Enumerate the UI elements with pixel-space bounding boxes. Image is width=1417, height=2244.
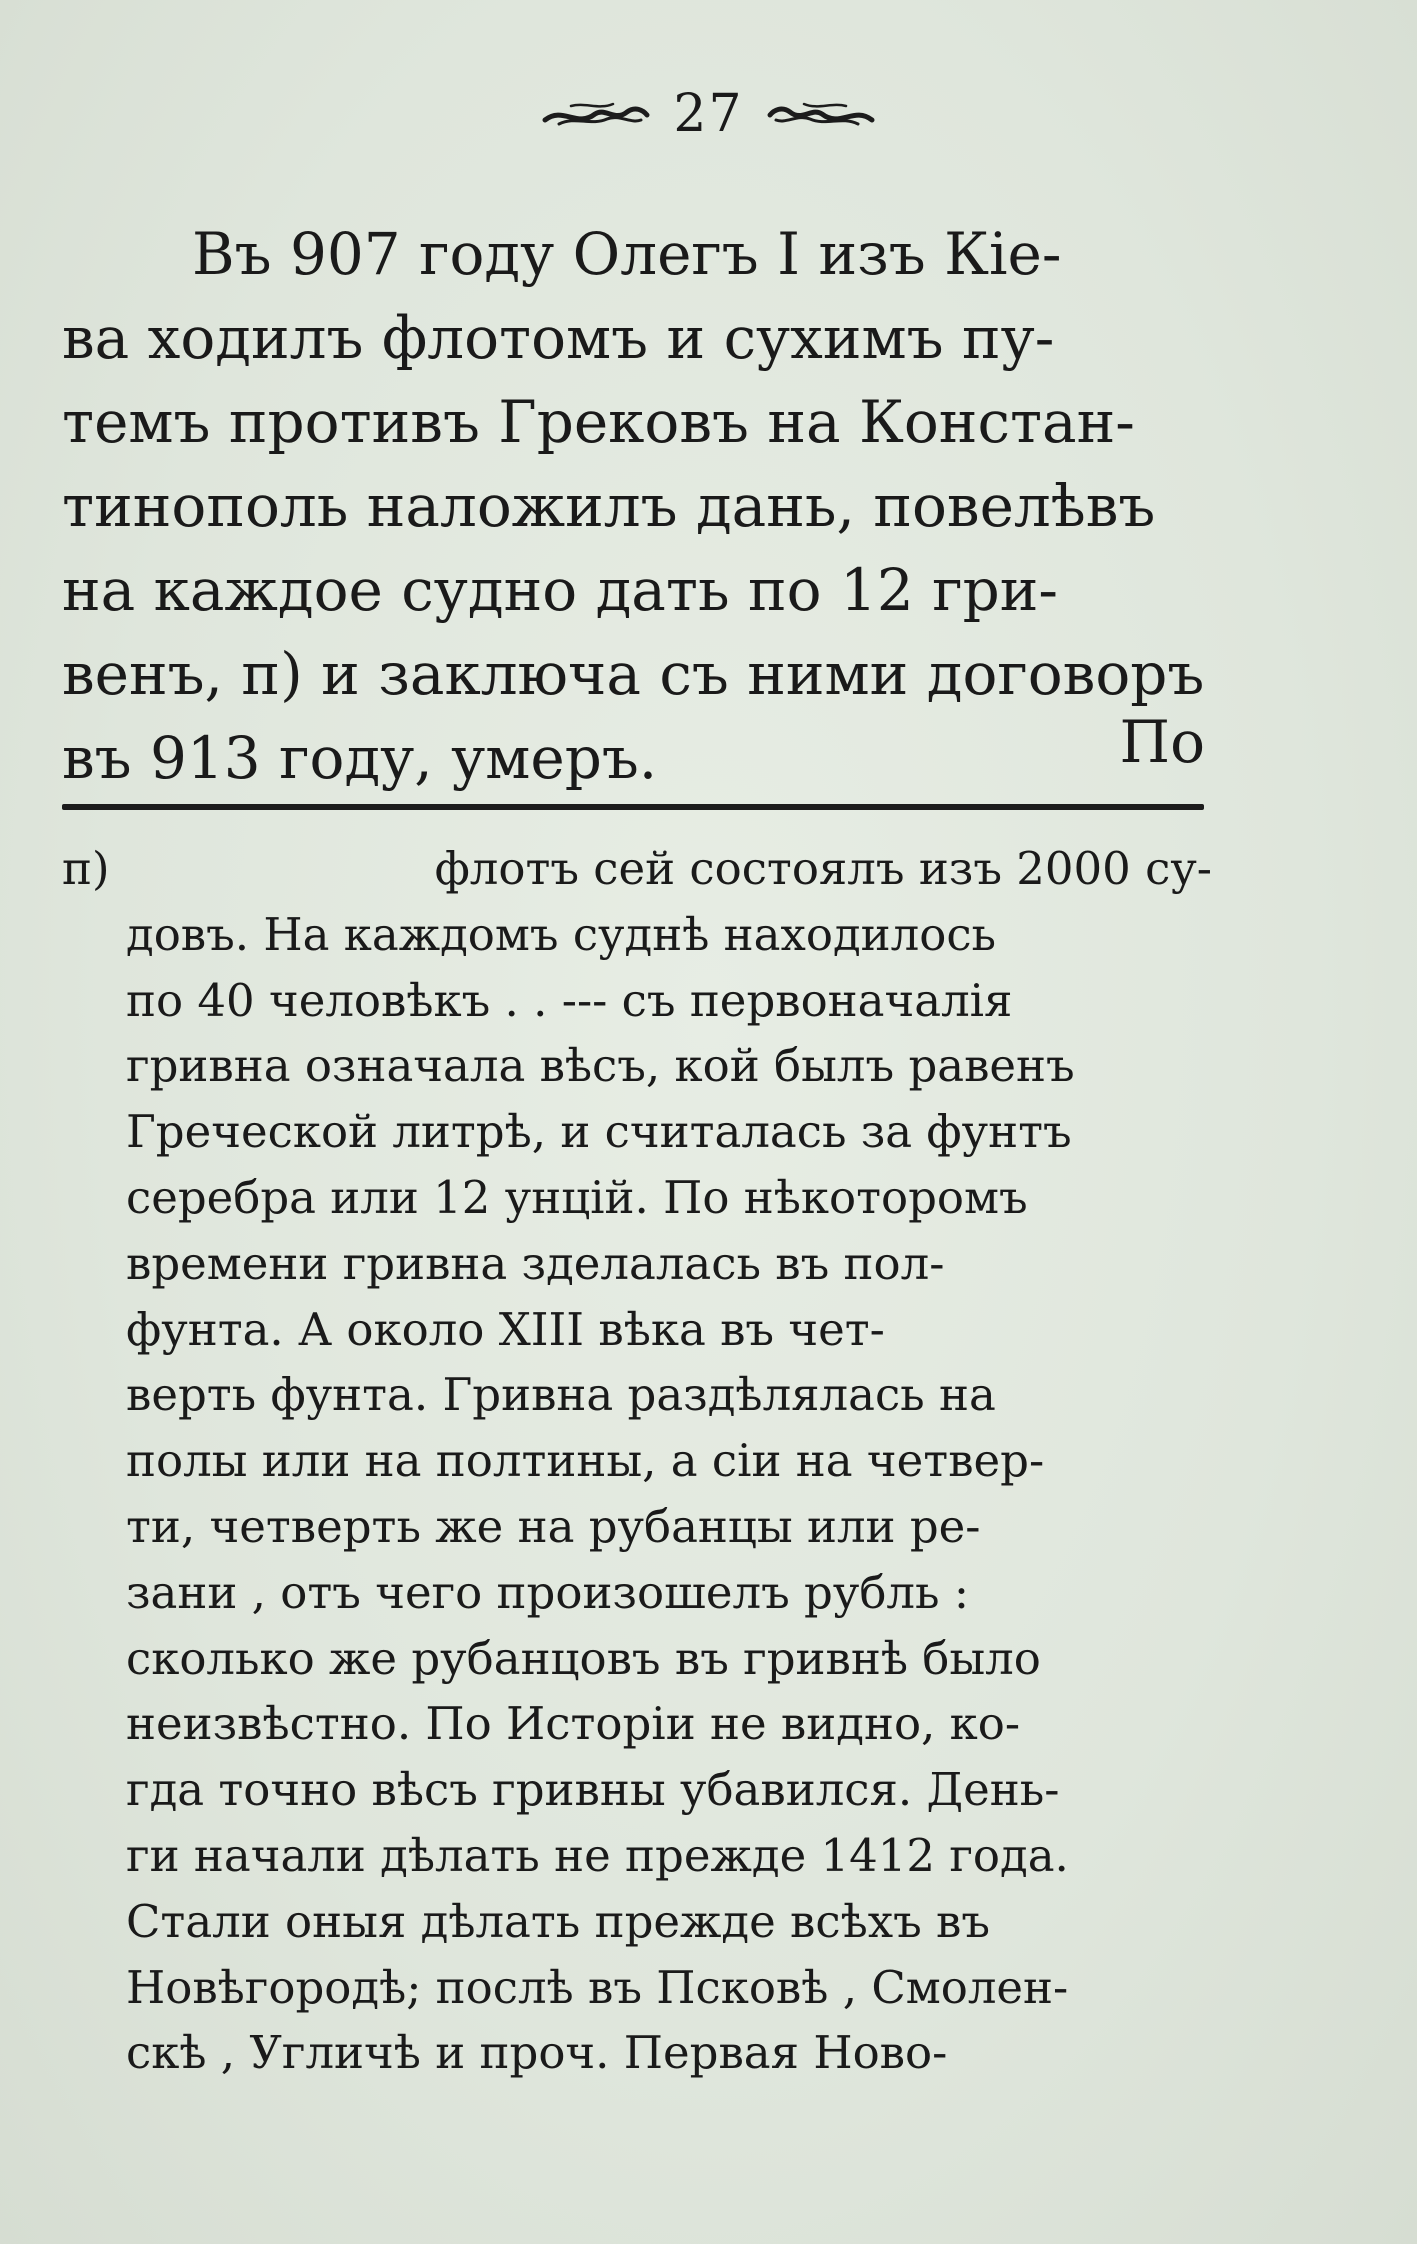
main-text-line: венъ, п) и заключа съ ними договоръ (62, 640, 1205, 708)
footnote-line-text: флотъ сей состоялъ изъ 2000 су- (434, 842, 1212, 895)
footnote-line: Стали оныя дѣлать прежде всѣхъ въ (126, 1894, 991, 1948)
footnote-line: полы или на полтины, а сіи на четвер- (126, 1434, 1045, 1488)
footnote-line: серебра или 12 унцій. По нѣкоторомъ (126, 1170, 1028, 1224)
page-number: 27 (673, 84, 744, 144)
main-text (62, 212, 1204, 800)
footnote-line: Греческой литрѣ, и считалась за фунтъ (126, 1105, 1072, 1159)
ornament-left-icon (541, 98, 651, 130)
footnote-line: времени гривна зделалась въ пол- (126, 1236, 945, 1290)
main-text-line: въ 913 году, умеръ. (62, 724, 658, 792)
page-header (0, 84, 1417, 144)
catchword: По (1119, 708, 1205, 776)
footnote (62, 836, 1212, 2086)
footnote-line: гда точно вѣсъ гривны убавился. День- (126, 1763, 1060, 1817)
footnote-line: зани , отъ чего произошелъ рубль : (126, 1565, 969, 1619)
main-text-line: ва ходилъ флотомъ и сухимъ пу- (62, 304, 1055, 372)
footnote-line: Новѣгородѣ; послѣ въ Псковѣ , Смолен- (126, 1960, 1069, 2014)
footnote-line (62, 836, 1212, 902)
main-text-line: на каждое судно дать по 12 гри- (62, 556, 1058, 624)
footnote-line: фунта. А около XIII вѣка въ чет- (126, 1302, 885, 1356)
footnote-divider (62, 804, 1204, 810)
ornament-right-icon (766, 98, 876, 130)
main-text-line: темъ противъ Грековъ на Констан- (62, 388, 1135, 456)
footnote-marker: п) (62, 842, 110, 895)
footnote-line: скѣ , Угличѣ и проч. Первая Ново- (126, 2026, 948, 2080)
footnote-line: ги начали дѣлать не прежде 1412 года. (126, 1828, 1069, 1882)
footnote-line: неизвѣстно. По Исторіи не видно, ко- (126, 1697, 1021, 1751)
footnote-line: довъ. На каждомъ суднѣ находилось (126, 907, 997, 961)
main-text-line: тинополь наложилъ дань, повелѣвъ (62, 472, 1156, 540)
footnote-line: ти, четверть же на рубанцы или ре- (126, 1499, 981, 1553)
footnote-line: верть фунта. Гривна раздѣлялась на (126, 1368, 996, 1422)
footnote-line: сколько же рубанцовъ въ гривнѣ было (126, 1631, 1041, 1685)
main-text-line: Въ 907 году Олегъ I изъ Кіе- (192, 220, 1062, 288)
footnote-line: гривна означала вѣсъ, кой былъ равенъ (126, 1039, 1075, 1093)
footnote-line: по 40 человѣкъ . . --- съ первоначалія (126, 973, 1013, 1027)
